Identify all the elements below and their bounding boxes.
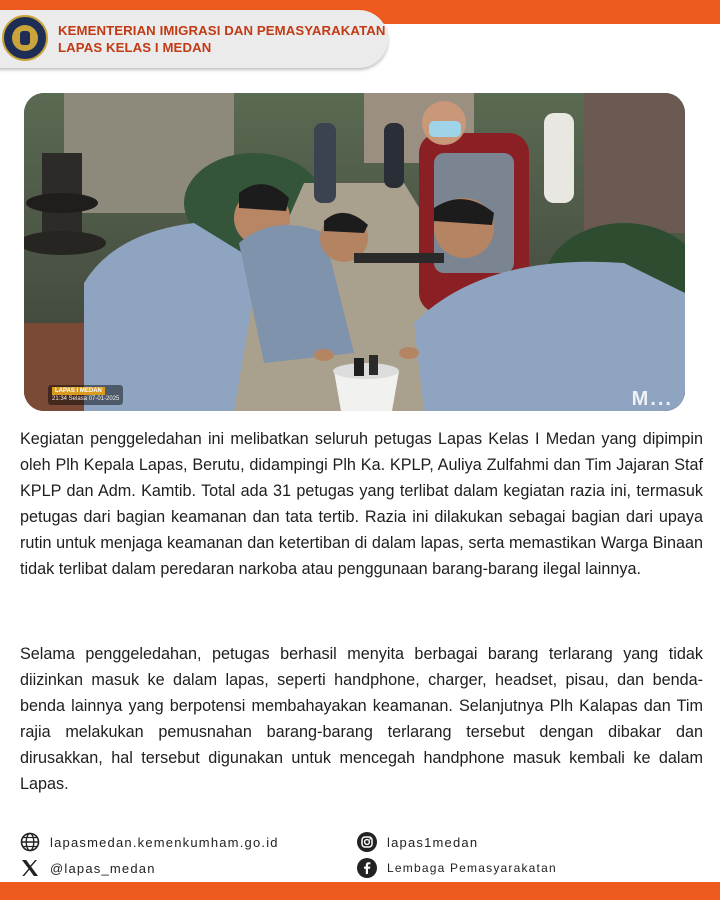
stamp-time: 21:34 Selasa 07-01-2025	[52, 396, 120, 402]
facebook-icon	[357, 858, 377, 878]
footer-website[interactable]	[20, 832, 279, 852]
article-paragraph-1: Kegiatan penggeledahan ini melibatkan seluruh petugas Lapas Kelas I Medan yang dipimpin oleh Plh Kepala Lapas, Berutu, didampingi Plh Ka. KPLP, Auliya Zulfahmi dan Tim Jajaran Staf KPLP dan Adm. Kamtib. Total ada 31 petugas yang terlibat dalam kegiatan razia ini, termasuk petugas dari bagian keamanan dan tata tertib. Razia ini dilakukan sebagai bagian dari upaya rutin untuk menjaga keamanan dan ketertiban di dalam lapas, serta memastikan Warga Binaan tidak terlibat dalam peredaran narkoba atau penggunaan barang-barang ilegal lainnya.	[20, 430, 703, 578]
footer-facebook[interactable]	[357, 858, 557, 878]
x-handle-label: @lapas_medan	[50, 860, 156, 876]
stamp-title: LAPAS I MEDAN	[52, 387, 105, 395]
bottom-accent-bar	[0, 882, 720, 900]
footer-instagram[interactable]	[357, 832, 478, 852]
photo-illustration	[24, 93, 685, 411]
header-institution-name: LAPAS KELAS I MEDAN	[58, 40, 212, 55]
globe-icon	[20, 832, 40, 852]
article-paragraph-2: Selama penggeledahan, petugas berhasil menyita berbagai barang terlarang yang tidak diizinkan masuk ke dalam lapas, seperti handphone, charger, headset, pisau, dan benda-benda lainnya yang berpotensi membahayakan keamanan. Selanjutnya Plh Kalapas dan Tim rajia melakukan pemusnahan barang-barang terlarang tersebut dengan dibakar dan dirusakkan, hal tersebut digunakan untuk mencegah handphone masuk kembali ke dalam Lapas.	[20, 645, 703, 793]
ministry-emblem-icon	[2, 15, 48, 61]
x-icon	[20, 858, 40, 878]
facebook-label: Lembaga Pemasyarakatan	[387, 861, 557, 875]
header-ministry-name: KEMENTERIAN IMIGRASI DAN PEMASYARAKATAN	[58, 23, 386, 38]
instagram-label: lapas1medan	[387, 834, 479, 850]
header-title	[58, 22, 386, 56]
instagram-icon	[357, 832, 377, 852]
news-photo	[24, 93, 685, 411]
photo-watermark: M...	[631, 388, 673, 410]
photo-timestamp-stamp	[48, 385, 123, 405]
website-label: lapasmedan.kemenkumham.go.id	[50, 834, 279, 850]
footer-x[interactable]	[20, 858, 156, 878]
